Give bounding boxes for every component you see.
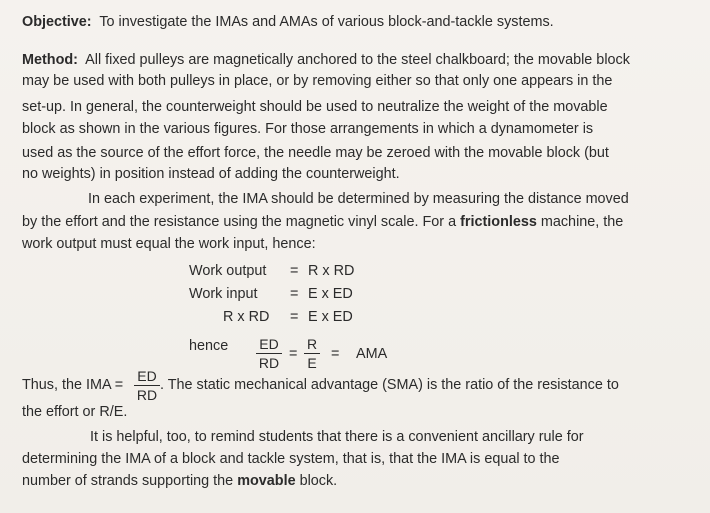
objective-text: To investigate the IMAs and AMAs of various block-and-tackle systems. (99, 14, 554, 30)
fraction-ed-rd-numerator: ED (259, 336, 279, 352)
para3-line-2: the effort or R/E. (22, 404, 128, 420)
method-line-3: set-up. In general, the counterweight should be used to neutralize the weight of the movable (22, 99, 608, 115)
ama-term: AMA (356, 346, 388, 362)
eq-row3-right: E x ED (308, 309, 353, 325)
eq-hence-equals-2: = (331, 346, 340, 362)
fraction-r-e (304, 336, 320, 371)
eq-row1-left: Work output (189, 263, 267, 279)
frictionless-term: frictionless (460, 214, 537, 230)
fraction-ima-numerator: ED (137, 368, 157, 384)
movable-term: movable (237, 473, 296, 489)
para4-line-3 (22, 472, 337, 490)
para3-line-1-suffix: . The static mechanical advantage (SMA) is the ratio of the resistance to (160, 377, 619, 393)
fraction-ima (134, 368, 160, 403)
para4-line-1: It is helpful, too, to remind students that there is a convenient ancillary rule for (90, 429, 584, 445)
fraction-ed-rd-bar (256, 353, 282, 354)
method-line-5: used as the source of the effort force, the needle may be zeroed with the movable block (but (22, 145, 609, 161)
fraction-r-e-denominator: E (307, 355, 317, 371)
method-label: Method: (22, 52, 78, 68)
fraction-ima-bar (134, 385, 160, 386)
para4-line-3-start: number of strands supporting the (22, 473, 234, 489)
method-line-2: may be used with both pulleys in place, or by removing either so that only one appears in the (22, 73, 613, 89)
para3-line-1-prefix: Thus, the IMA = (22, 377, 124, 393)
fraction-r-e-numerator: R (306, 336, 318, 352)
eq-row1-right: R x RD (308, 263, 355, 279)
eq-row1-equals: = (290, 263, 299, 279)
fraction-r-e-bar (304, 353, 320, 354)
eq-row2-right: E x ED (308, 286, 353, 302)
fraction-ed-rd (256, 336, 282, 371)
method-text-1: All fixed pulleys are magnetically anchored to the steel chalkboard; the movable block (85, 52, 630, 68)
eq-row3-left: R x RD (223, 309, 270, 325)
para4-line-2: determining the IMA of a block and tackle system, that is, that the IMA is equal to the (22, 451, 560, 467)
objective-label: Objective: (22, 14, 92, 30)
fraction-ed-rd-denominator: RD (258, 355, 280, 371)
eq-row2-left: Work input (189, 286, 258, 302)
objective-line (22, 13, 554, 31)
eq-row3-equals: = (290, 309, 299, 325)
para2-line-3: work output must equal the work input, hence: (22, 236, 316, 252)
method-line-6: no weights) in position instead of adding the counterweight. (22, 166, 400, 182)
eq-hence-equals-1: = (289, 346, 298, 362)
para4-line-3-end: block. (299, 473, 338, 489)
para2-line-2-end: machine, the (540, 214, 624, 230)
para2-line-2 (22, 213, 623, 231)
para2-line-2-start: by the effort and the resistance using the magnetic vinyl scale. For a (22, 214, 457, 230)
eq-row2-equals: = (290, 286, 299, 302)
hence-label: hence (189, 338, 229, 354)
method-line-1 (22, 51, 630, 69)
para2-line-1: In each experiment, the IMA should be determined by measuring the distance moved (88, 191, 629, 207)
fraction-ima-denominator: RD (136, 387, 158, 403)
method-line-4: block as shown in the various figures. For those arrangements in which a dynamometer is (22, 121, 594, 137)
